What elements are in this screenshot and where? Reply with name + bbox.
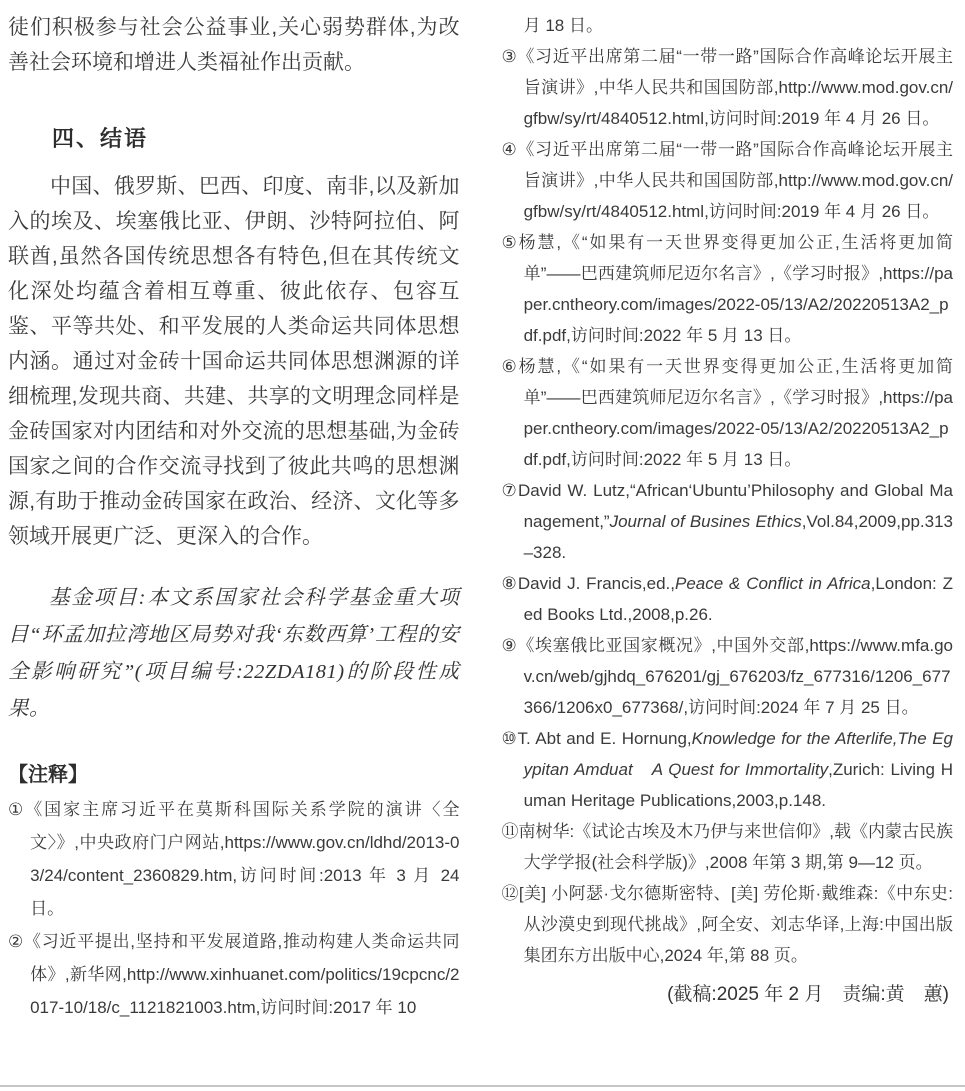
notes-list-left	[8, 793, 460, 1024]
note-item	[502, 723, 954, 816]
note-item	[502, 878, 954, 971]
note-text: 《习近平提出,坚持和平发展道路,推动构建人类命运共同体》,新华网,http://www.xinhuanet.com/politics/19cpcnc/2017-10/18/c_1121821003.htm,访问时间:2017 年 10	[23, 932, 460, 1017]
note-item	[502, 134, 954, 227]
note-continuation-line: 月 18 日。	[523, 16, 603, 35]
note-item	[502, 568, 954, 630]
note-marker: ⑫	[501, 884, 519, 903]
note-item	[8, 925, 460, 1024]
note-text: ,Zurich: Living Human Heritage Publications,2003,p.148.	[523, 760, 953, 810]
note-text: 《习近平出席第二届“一带一路”国际合作高峰论坛开展主旨演讲》,中华人民共和国国防部,http://www.mod.gov.cn/gfbw/sy/rt/4840512.html,访问时间:2019 年 4 月 26 日。	[517, 47, 953, 128]
conclusion-paragraph: 中国、俄罗斯、巴西、印度、南非,以及新加入的埃及、埃塞俄比亚、伊朗、沙特阿拉伯、阿联酋,虽然各国传统思想各有特色,但在其传统文化深处均蕴含着相互尊重、彼此依存、包容互鉴、平等共处、和平发展的人类命运共同体思想内涵。通过对金砖十国命运共同体思想渊源的详细梳理,发现共商、共建、共享的文明理念同样是金砖国家对内团结和对外交流的思想基础,为金砖国家之间的合作交流寻找到了彼此共鸣的思想渊源,有助于推动金砖国家在政治、经济、文化等多领域开展更广泛、更深入的合作。	[8, 175, 460, 548]
note-text: 《埃塞俄比亚国家概况》,中国外交部,https://www.mfa.gov.cn/web/gjhdq_676201/gj_676203/fz_677316/1206_677366/1206x0_677368/,访问时间:2024 年 7 月 25 日。	[517, 636, 953, 717]
note-text: 《国家主席习近平在莫斯科国际关系学院的演讲〈全文〉》,中央政府门户网站,https://www.gov.cn/ldhd/2013-03/24/content_2360829.htm,访问时间:2013 年 3 月 24 日。	[25, 800, 460, 918]
note-marker: ⑥	[501, 357, 519, 376]
note-text-italic: Journal of Busines Ethics	[609, 512, 802, 531]
note-text: David W. Lutz,“African‘Ubuntu’Philosophy and Global Management,”	[517, 481, 953, 531]
note-marker: ⑤	[501, 233, 519, 252]
note-item	[502, 351, 954, 475]
body-paragraph-continuation: 徒们积极参与社会公益事业,关心弱势群体,为改善社会环境和增进人类福祉作出贡献。	[8, 16, 460, 74]
notes-heading: 【注释】	[8, 764, 88, 786]
right-column	[502, 10, 954, 1024]
note-item	[502, 630, 954, 723]
note-item	[502, 816, 954, 878]
page-bottom-rule	[0, 1085, 965, 1087]
note-text-italic: Knowledge for the Afterlife,The Egypitan Amduat A Quest for Immortality	[523, 729, 953, 779]
note-text: 杨慧,《“如果有一天世界变得更加公正,生活将更加简单”——巴西建筑师尼迈尔名言》,《学习时报》,https://paper.cntheory.com/images/2022-05/13/A2/20220513A2_pdf.pdf,访问时间:2022 年 5 月 13 日。	[518, 233, 954, 345]
note-item	[502, 227, 954, 351]
note-text: ,London: Zed Books Ltd.,2008,p.26.	[523, 574, 953, 624]
editorial-sign-off: (截稿:2025 年 2 月 责编:黄 蕙)	[667, 984, 949, 1005]
note-marker: ⑪	[501, 822, 519, 841]
two-column-layout	[8, 10, 953, 1024]
note-text: 杨慧,《“如果有一天世界变得更加公正,生活将更加简单”——巴西建筑师尼迈尔名言》,《学习时报》,https://paper.cntheory.com/images/2022-05/13/A2/20220513A2_pdf.pdf,访问时间:2022 年 5 月 13 日。	[518, 357, 954, 469]
note-marker: ⑨	[501, 636, 518, 655]
note-item	[8, 793, 460, 925]
notes-list-right	[502, 41, 954, 971]
section-heading-conclusion: 四、结语	[52, 126, 149, 151]
note-text: ,Vol.84,2009,pp.313–328.	[523, 512, 953, 562]
note-marker: ⑦	[501, 481, 518, 500]
note-text: [美] 小阿瑟·戈尔德斯密特、[美] 劳伦斯·戴维森:《中东史:从沙漠史到现代挑战》,阿全安、刘志华译,上海:中国出版集团东方出版中心,2024 年,第 88 页。	[518, 884, 954, 965]
note-marker: ③	[501, 47, 518, 66]
note-marker: ⑩	[501, 729, 518, 748]
note-text: T. Abt and E. Hornung,	[517, 729, 692, 748]
note-marker: ②	[8, 932, 24, 951]
note-marker: ⑧	[501, 574, 518, 593]
left-column	[8, 10, 460, 1024]
note-text: David J. Francis,ed.,	[517, 574, 675, 593]
note-item	[502, 475, 954, 568]
funding-statement: 基金项目:本文系国家社会科学基金重大项目“环孟加拉湾地区局势对我‘东数西算’工程的安全影响研究”(项目编号:22ZDA181)的阶段性成果。	[8, 587, 460, 720]
note-text: 南树华:《试论古埃及木乃伊与来世信仰》,载《内蒙古民族大学学报(社会科学版)》,2008 年第 3 期,第 9—12 页。	[518, 822, 954, 872]
note-item	[502, 41, 954, 134]
note-marker: ①	[8, 800, 26, 819]
note-text-italic: Peace & Conflict in Africa	[675, 574, 871, 593]
note-marker: ④	[501, 140, 518, 159]
note-text: 《习近平出席第二届“一带一路”国际合作高峰论坛开展主旨演讲》,中华人民共和国国防部,http://www.mod.gov.cn/gfbw/sy/rt/4840512.html,访问时间:2019 年 4 月 26 日。	[517, 140, 953, 221]
